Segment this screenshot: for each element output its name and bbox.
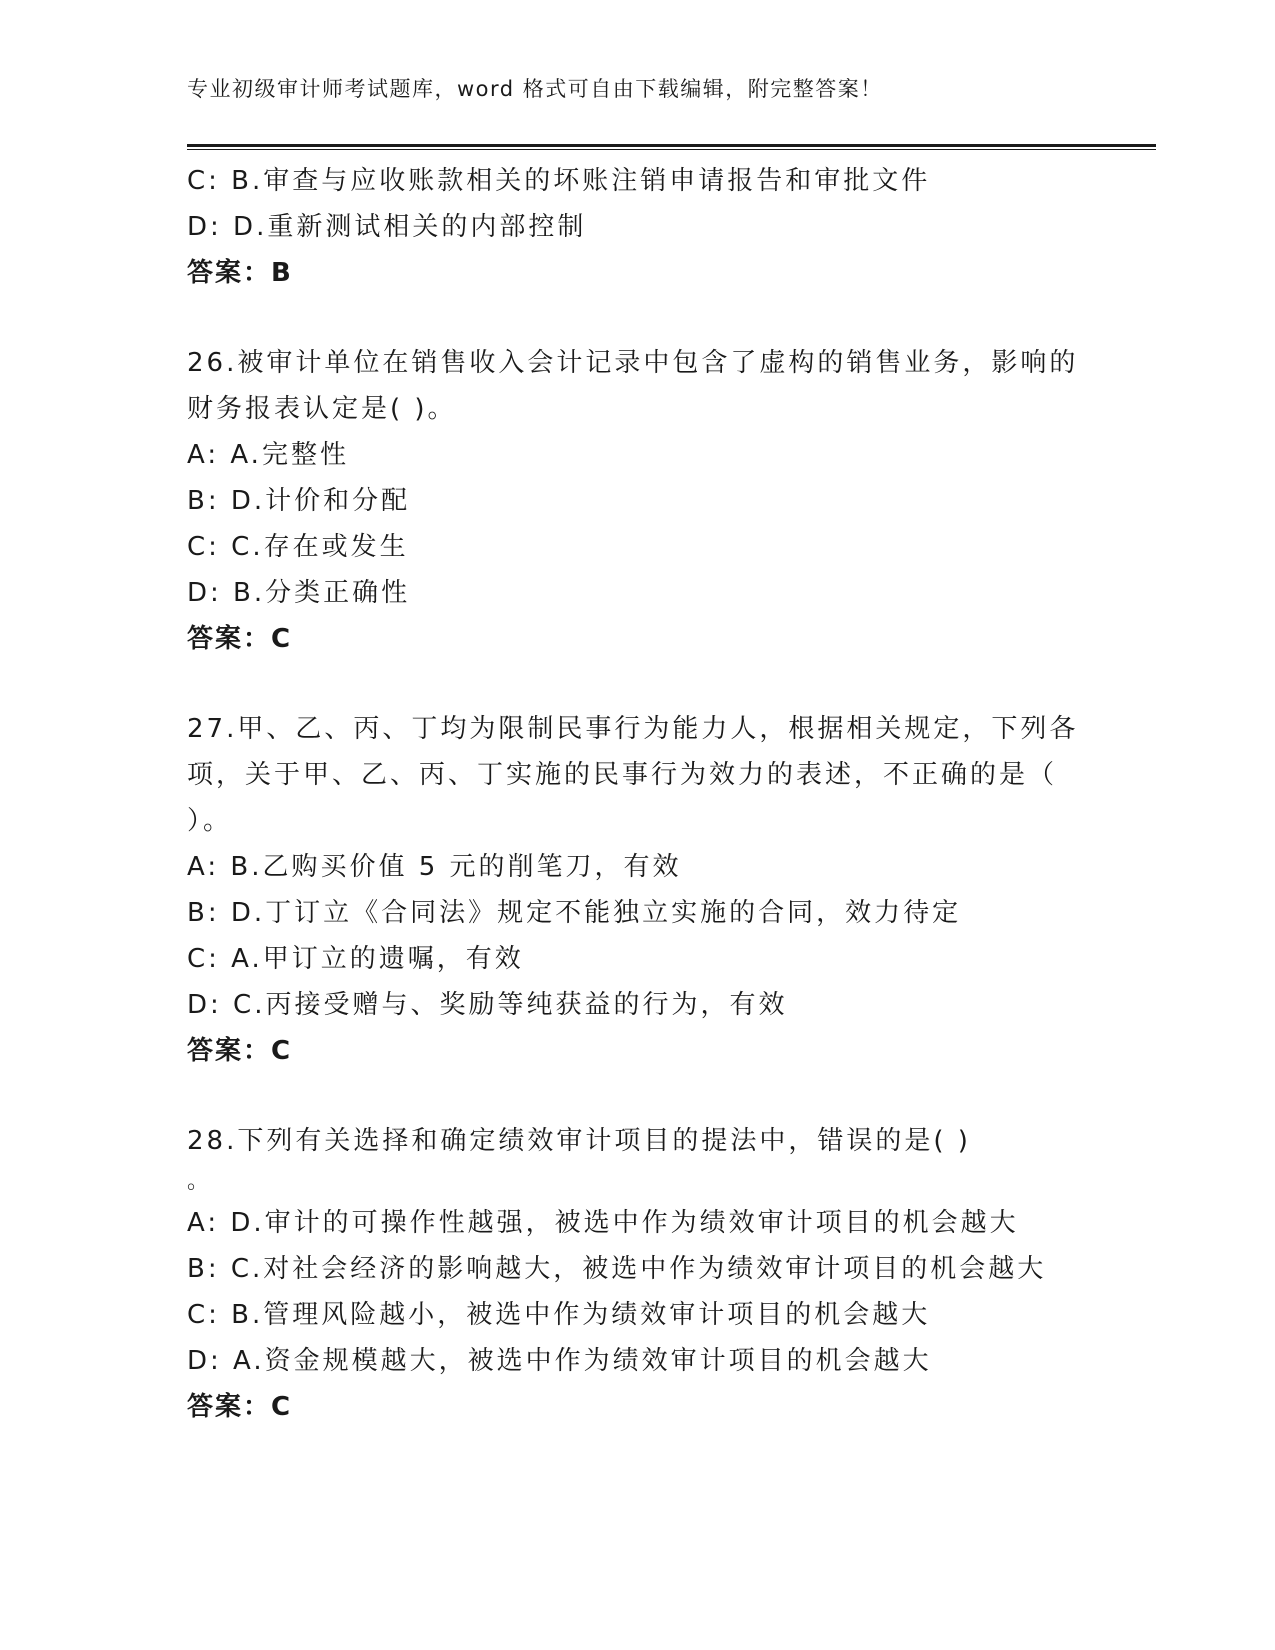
header-divider [187, 144, 1156, 151]
page-header: 专业初级审计师考试题库，word 格式可自由下载编辑，附完整答案！ [187, 77, 883, 101]
option-line: C: B.管理风险越小，被选中作为绩效审计项目的机会越大 [187, 1300, 931, 1330]
answer-line: 答案：B [187, 258, 293, 288]
question-block [187, 1118, 1087, 1430]
option-line: B: D.计价和分配 [187, 486, 411, 516]
question-content [187, 158, 1087, 1430]
question-text: 26.被审计单位在销售收入会计记录中包含了虚构的销售业务，影响的 [187, 348, 1079, 378]
question-text: 27.甲、乙、丙、丁均为限制民事行为能力人，根据相关规定，下列各 [187, 714, 1079, 744]
option-line: C: B.审查与应收账款相关的坏账注销申请报告和审批文件 [187, 166, 931, 196]
answer-line: 答案：C [187, 1392, 293, 1422]
question-block [187, 340, 1087, 662]
spacer [187, 1074, 1087, 1118]
question-text: ）。 [187, 806, 233, 836]
option-line: B: C.对社会经济的影响越大，被选中作为绩效审计项目的机会越大 [187, 1254, 1047, 1284]
header-divider-thin [187, 149, 1156, 150]
option-line: C: A.甲订立的遗嘱，有效 [187, 944, 524, 974]
option-line: A: D.审计的可操作性越强，被选中作为绩效审计项目的机会越大 [187, 1208, 1019, 1238]
option-line: A: B.乙购买价值 5 元的削笔刀，有效 [187, 852, 682, 882]
answer-line: 答案：C [187, 624, 293, 654]
question-text: 28.下列有关选择和确定绩效审计项目的提法中，错误的是( ) [187, 1126, 971, 1156]
question-text: 。 [187, 1169, 213, 1194]
question-block [187, 706, 1087, 1074]
spacer [187, 296, 1087, 340]
question-text: 项，关于甲、乙、丙、丁实施的民事行为效力的表述，不正确的是（ [187, 760, 1058, 790]
spacer [187, 662, 1087, 706]
option-line: C: C.存在或发生 [187, 532, 409, 562]
option-line: D: A.资金规模越大，被选中作为绩效审计项目的机会越大 [187, 1346, 932, 1376]
prev-question-block [187, 158, 1087, 296]
answer-line: 答案：C [187, 1036, 293, 1066]
option-line: A: A.完整性 [187, 440, 349, 470]
option-line: D: D.重新测试相关的内部控制 [187, 212, 587, 242]
header-divider-thick [187, 144, 1156, 147]
option-line: D: B.分类正确性 [187, 578, 411, 608]
question-text: 财务报表认定是( )。 [187, 394, 457, 424]
option-line: D: C.丙接受赠与、奖励等纯获益的行为，有效 [187, 990, 788, 1020]
option-line: B: D.丁订立《合同法》规定不能独立实施的合同，效力待定 [187, 898, 962, 928]
